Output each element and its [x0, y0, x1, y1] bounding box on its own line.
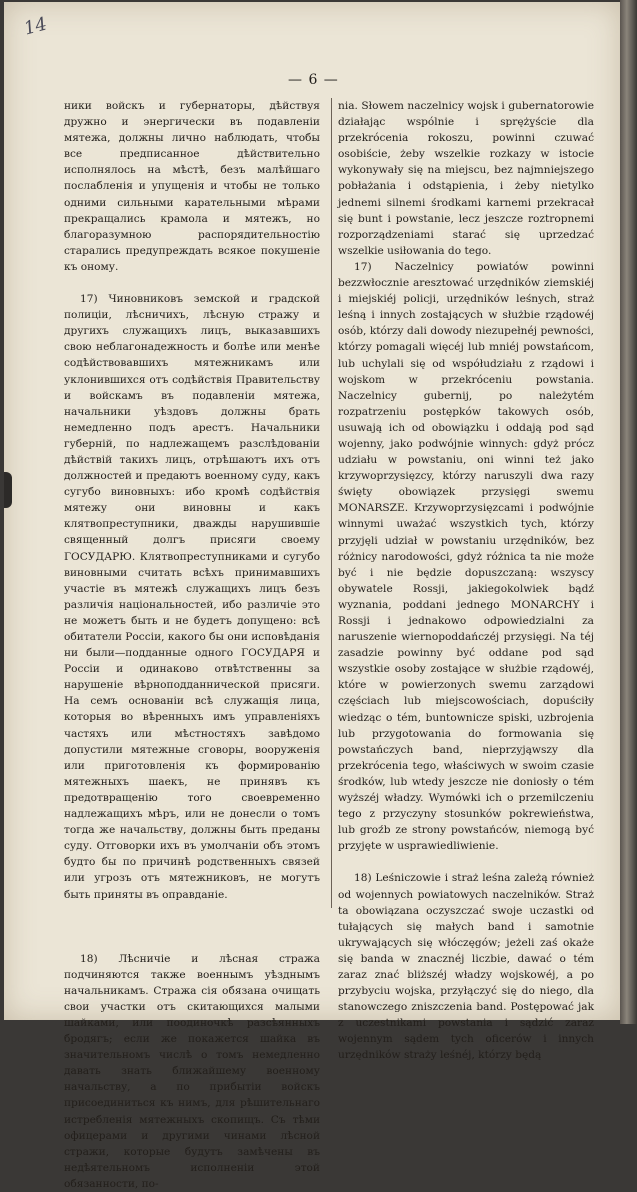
paragraph-18: 18) Leśniczowie i straż leśna zależą również od wojennych powiatowych naczelników. Straż ta obowiązana oczyszczać swoje uczastki od tułających się małych band i samotnie ukrywających się włóczęgów; jeżeli zaś okaże się banda w znacznéj liczbie, dawać o tém zaraz znać bliższéj władzy wojskowéj, a po przybyciu wojska, przyłączyć się do niego, dla stanowczego zniszczenia band. Postępować jak z uczestnikami powstania i sądzić zaraz wojennym sądem tych oficerów i innych urzędników straży leśnéj, którzy będą	[338, 872, 594, 1062]
page-tear-mark	[4, 472, 12, 508]
paragraph-18: 18) Лѣсничіе и лѣсная стража подчиняются также военнымъ уѣзднымъ начальникамъ. Стража сія обязана очищать свои участки отъ скитающихся малыми шайками, или поодиночкѣ разсѣянныхъ бродягъ; если же покажется шайка въ значительномъ числѣ о томъ немедленно давать знать ближайшему военному начальству, а по прибытіи войскъ присоединиться къ нимъ, для рѣшительнаго истребленія мятежныхъ скопищъ. Съ тѣми офицерами и другими чинами лѣсной стражи, которые будутъ замѣчены въ недѣятельномъ исполненіи этой обязанности, по-	[64, 952, 320, 1190]
handwritten-corner-mark: 14	[21, 13, 50, 40]
paragraph-continuation: ники войскъ и губернаторы, дѣйствуя дружно и энергически въ подавленіи мятежа, должны лично наблюдать, чтобы все предписанное дѣйствительно исполнялось на мѣстѣ, безъ малѣйшаго послабленія и упущенія и чтобы не только одними сильными карательными мѣрами прекращались крамола и мятежъ, но благоразумною распорядительностію старались предупреждать всякое покушеніе къ оному.	[64, 100, 320, 273]
book-spine-edge	[620, 0, 637, 1024]
paragraph-17: 17) Naczelnicy powiatów powinni bezzwłocznie aresztować urzędników ziemskiéj i miejskiéj policji, urzędników leśnych, straż leśną i innych zostających w służbie rządowéj osób, którzy dali dowody niezupełnéj pewności, którzy pomagali więcéj lub mniéj powstańcom, lub uchylali się od współudziału z rządowi i wojskom w przekróceniu powstania. Naczelnicy gubernij, po należytém rozpatrzeniu postępków takowych osób, usuwają ich od obowiązku i oddają pod sąd wojenny, jako podwójnie winnych: gdyż prócz udziału w powstaniu, oni winni też jako krzywoprzysięzcy, którzy naruszyli dwa razy święty obowiązek przysięgi swemu MONARSZE. Krzywoprzysięzcami i podwójnie winnymi uważać wszystkich tych, którzy przyjęli udział w powstaniu urzędników, bez różnicy narodowości, gdyż różnica ta nie może być i nie będzie dopuszczaną: wszyscy obywatele Rossji, jakiegokolwiek bądź wyznania, poddani jednego MONARCHY i Rossji i jednakowo odpowiedzialni za naruszenie wiernopoddańczéj przysięgi. Na téj zasadzie powinny być oddane pod sąd wszystkie osoby zostające w służbie rządowéj, które w powierzonych swemu zarządowi częściach lub miejscowościach, dopuściły wiedząc o tém, buntownicze spiski, uzbrojenia lub przygotowania do formowania się powstańczych band, nieprzyjąwszy dla przekrócenia tego, właściwych w swoim czasie środków, lub wtedy jeszcze nie doniosły o tém wyższéj władzy. Wymówki ich o przemilczeniu tego z przyczyny stosunków pokrewieństwa, lub groźb ze strony powstańców, niemogą być przyjęte w usprawiedliwienie.	[338, 260, 594, 853]
paragraph-17: 17) Чиновниковъ земской и градской полиціи, лѣсничихъ, лѣсную стражу и другихъ служащихъ лицъ, выказавшихъ свою неблагонадежность и болѣе или менѣе содѣйствовавшихъ мятежникамъ или уклонившихся отъ содѣйствія Правительству и войскамъ въ подавленіи мятежа, начальники уѣздовъ должны брать немедленно подъ арестъ. Начальники губерній, по надлежащемъ разслѣдованіи дѣйствій такихъ лицъ, отрѣшаютъ ихъ отъ должностей и предаютъ военному суду, какъ сугубо виновныхъ: ибо кромѣ содѣйствія мятежу они виновны и какъ клятвопреступники, дважды нарушившіе священный долгъ присяги своему ГОСУДАРЮ. Клятвопреступниками и сугубо виновными считать всѣхъ принимавшихъ участіе въ мятежѣ служащихъ лицъ безъ различія національностей, ибо различіе это не можетъ быть и не будетъ допущено: всѣ обитатели Россіи, какого бы они исповѣданія ни были—подданные одного ГОСУДАРЯ и Россіи и одинаково отвѣтственны за нарушеніе вѣрноподданнической присяги. На семъ основаніи всѣ служащія лица, которыя во вѣренныхъ имъ управленіяхъ частяхъ или мѣстностяхъ завѣдомо допустили мятежные сговоры, вооруженія или приготовленія къ формированію мятежныхъ шаекъ, не принявъ къ предотвращенію того своевременно надлежащихъ мѣръ, или не донесли о томъ тогда же начальству, должны быть преданы суду. Отговорки ихъ въ умолчаніи объ этомъ будто бы по причинѣ родственныхъ связей или угрозъ отъ мятежниковъ, не могутъ быть приняты въ оправданіе.	[64, 293, 320, 901]
right-column-polish	[338, 98, 594, 1064]
column-divider	[331, 98, 332, 908]
paragraph-continuation: nia. Słowem naczelnicy wojsk i gubernatorowie działając wspólnie i spręży̨ście dla przekrócenia rokoszu, powinni czuwać osobiście, żeby wszelkie rozkazy w istocie wykonywały się na miejscu, bez najmniejszego pobłażania i odstąpienia, i żeby nietylko jednemi silnemi środkami karnemi przekracał się bunt i powstanie, lecz jeszcze roztropnemi rozporządzeniami starać się uprzedzać wszelkie usiłowania do tego.	[338, 100, 594, 257]
page-number: — 6 —	[288, 72, 339, 88]
left-column-russian	[64, 98, 320, 1192]
document-page	[4, 2, 620, 1190]
